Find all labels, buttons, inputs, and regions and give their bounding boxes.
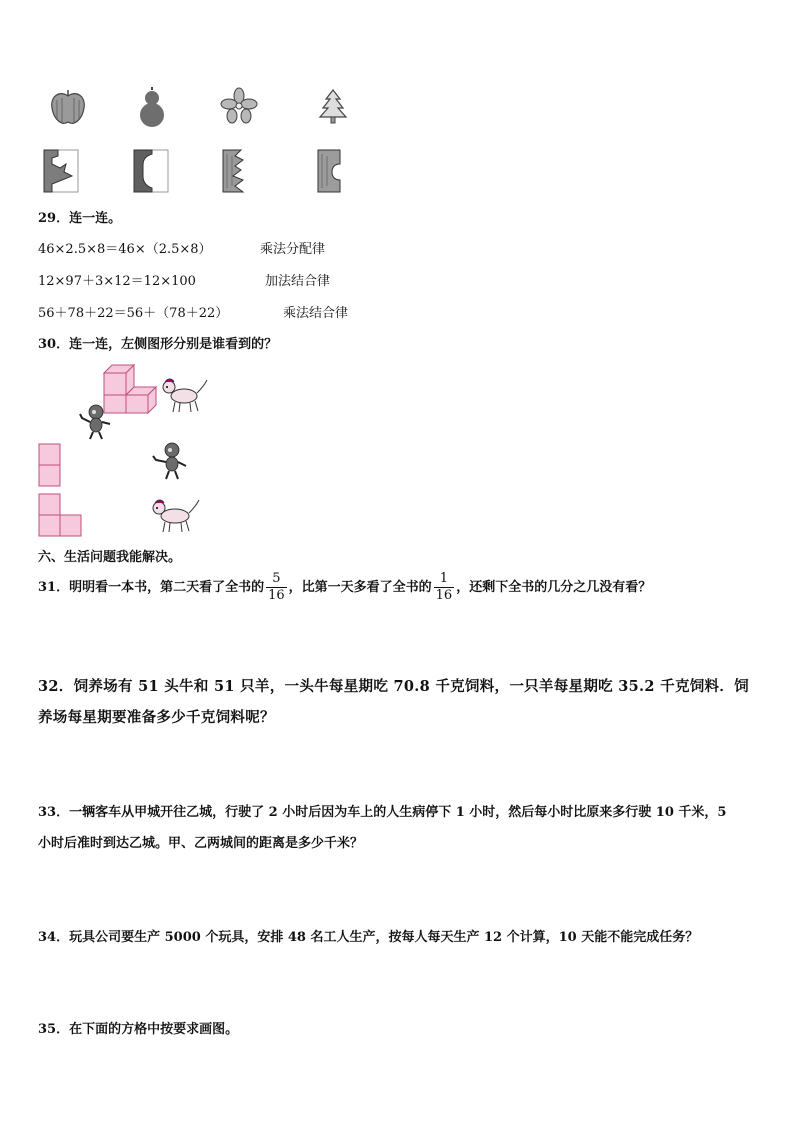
q29-expr-3: 56＋78＋22＝56＋（78＋22） [38, 306, 229, 321]
q32-line-1: 32．饲养场有 51 头牛和 51 只羊，一头牛每星期吃 70.8 千克饲料，一只羊每星期吃 35.2 千克饲料．饲 [38, 678, 749, 695]
q29-expr-1: 46×2.5×8＝46×（2.5×8） [38, 242, 212, 257]
q31-before: 31．明明看一本书，第二天看了全书的 [38, 580, 265, 595]
q33-line-2: 小时后准时到达乙城。甲、乙两城间的距离是多少千米？ [38, 836, 364, 851]
q35-text: 35．在下面的方格中按要求画图。 [38, 1022, 239, 1037]
q31-frac2-num: 1 [439, 571, 449, 586]
monkey-figure [150, 440, 190, 480]
q31-frac2-den: 16 [435, 588, 453, 603]
q31-fraction-1 [266, 571, 287, 604]
q29-law-3: 乘法结合律 [283, 306, 349, 321]
q30-title: 30．连一连，左侧图形分别是谁看到的？ [38, 337, 278, 352]
q29-law-2: 加法结合律 [265, 274, 331, 289]
q29-title: 29．连一连。 [38, 211, 122, 226]
q31-frac1-num: 5 [272, 571, 281, 586]
q29-expr-2: 12×97＋3×12＝12×100 [38, 274, 196, 289]
apple-figure [48, 88, 88, 128]
half-figure-1 [44, 150, 80, 192]
half-figure-2 [134, 150, 168, 192]
dog-figure [150, 498, 200, 534]
q34-text: 34．玩具公司要生产 5000 个玩具，安排 48 名工人生产，按每人每天生产 12 个计算，10 天能不能完成任务？ [38, 930, 699, 945]
q31-text [38, 568, 651, 608]
flower-figure [222, 88, 256, 124]
gourd-figure [137, 88, 167, 128]
half-figure-4 [318, 150, 348, 192]
view-two-stack [38, 443, 62, 487]
section6-title: 六、生活问题我能解决。 [38, 550, 182, 565]
q31-after: ，还剩下全书的几分之几没有看？ [456, 580, 652, 595]
half-figure-3 [223, 150, 253, 192]
monkey-figure-top [78, 402, 114, 440]
view-l-shape [38, 493, 84, 537]
q33-line-1: 33．一辆客车从甲城开往乙城，行驶了 2 小时后因为车上的人生病停下 1 小时，然后每小时比原来多行驶 10 千米，5 [38, 805, 727, 820]
tree-figure [318, 90, 348, 124]
q31-middle: ，比第一天多看了全书的 [288, 580, 432, 595]
q32-line-2: 养场每星期要准备多少千克饲料呢？ [38, 709, 275, 726]
q29-law-1: 乘法分配律 [260, 242, 326, 257]
q31-frac1-den: 16 [268, 588, 285, 603]
dog-figure-top [160, 378, 208, 414]
q31-fraction-2 [434, 571, 455, 604]
